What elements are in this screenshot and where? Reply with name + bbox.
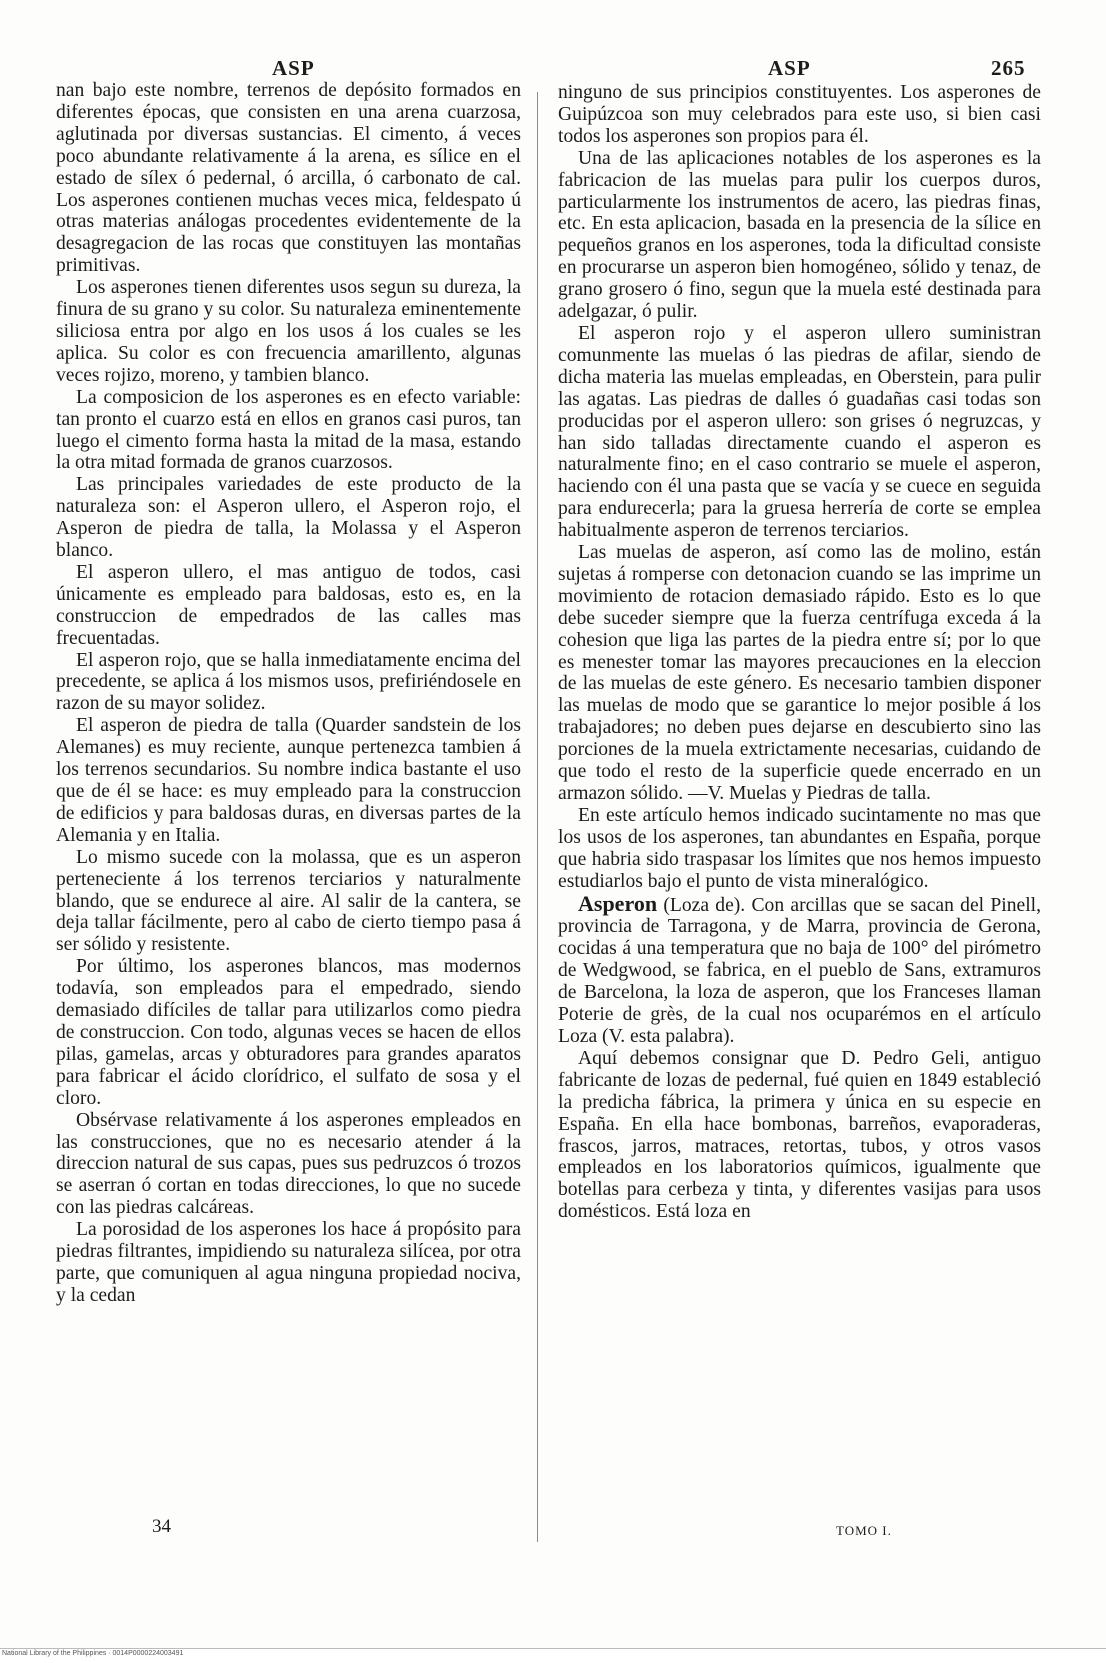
paragraph: Obsérvase relativamente á los asperones empleados en las construcciones, que no es necesario atender á la direccion natural de sus capas, pues sus pedruzcos ó trozos se aserran ó cortan en todas direcciones, lo que no sucede con las piedras calcáreas. — [56, 1109, 521, 1219]
volume-mark: TOMO I. — [836, 1523, 892, 1538]
paragraph: Los asperones tienen diferentes usos segun su dureza, la finura de su grano y su color. Su naturaleza eminentemente siliciosa entra por algo en los usos á los cuales se les aplica. Su color es con frecuencia amarillento, algunas veces rojizo, moreno, y tambien blanco. — [56, 277, 521, 386]
paragraph: El asperon rojo y el asperon ullero suministran comunmente las muelas ó las piedras de afilar, siendo de dicha materia las muelas empleadas, en Oberstein, para pulir las agatas. Las piedras de dalles ó guadañas casi todas son producidas por el asperon ullero: son grises ó negruzcas, y han sido talladas directamente cuando el asperon es naturalmente fino; en el caso contrario se muele el asperon, haciendo con él una pasta que se vacía y se cuece en seguida para endurecerla; para la gruesa herrería de corte se emplea habitualmente asperon de terrenos terciarios. — [558, 322, 1041, 542]
paragraph: Aquí debemos consignar que D. Pedro Geli, antiguo fabricante de lozas de pedernal, fué quien en 1849 estableció la predicha fábrica, la primera y única en su especie en España. En ella hace bombonas, barreños, evaporaderas, frascos, jarros, matraces, retortas, tubos, y otros vasos empleados en los laboratorios químicos, igualmente que botellas para cerbeza y tinta, y diferentes vasijas para usos domésticos. Está loza en — [558, 1047, 1041, 1223]
right-column — [558, 82, 1041, 1223]
paragraph: Una de las aplicaciones notables de los asperones es la fabricacion de las muelas para pulir los cuerpos duros, particularmente los instrumentos de acero, las piedras finas, etc. En esta aplicacion, basada en la presencia de la sílice en pequeños granos en los asperones, toda la dificultad consiste en procurarse un asperon bien homogéneo, sólido y tenaz, de grano grosero ó fino, segun que la muela esté destinada para adelgazar, ó pulir. — [558, 147, 1041, 323]
paragraph: Por último, los asperones blancos, mas modernos todavía, son empleados para el empedrado, siendo demasiado difíciles de tallar para utilizarlos como piedra de construccion. Con todo, algunas veces se hacen de ellos pilas, gamelas, arcas y obturadores para grandes aparatos para fabricar el ácido clorídrico, el sulfato de sosa y el cloro. — [56, 956, 521, 1109]
paragraph: Las muelas de asperon, así como las de molino, están sujetas á romperse con detonacion cuando se las imprime un movimiento de rotacion demasiado rápido. Esto es lo que debe suceder siempre que la fuerza centrífuga exceda á la cohesion que liga las partes de la piedra entre sí; por lo que es menester tomar las mayores precauciones en la eleccion de las muelas de este género. Es necesario tambien disponer las muelas de modo que se garantice lo mejor posible á los trabajadores; no deben pues dejarse en descubierto sino las porciones de la muela extrictamente necesarias, cuidando de que todo el resto de la superficie quede encerrado en un armazon sólido. —V. Muelas y Piedras de talla. — [558, 542, 1041, 804]
scan-credit: National Library of the Philippines · 0014P0000224003491 — [2, 1650, 184, 1657]
signature-mark: 34 — [152, 1516, 171, 1537]
paragraph: En este artículo hemos indicado sucintamente no mas que los usos de los asperones, tan abundantes en España, porque que habria sido traspasar los límites que nos hemos impuesto estudiarlos bajo el punto de vista mineralógico. — [558, 804, 1041, 892]
entry-paragraph — [558, 890, 1041, 1048]
paragraph: El asperon ullero, el mas antiguo de todos, casi únicamente es empleado para baldosas, esto es, en la construccion de empedrados de las calles mas frecuentadas. — [56, 561, 521, 649]
paragraph: ninguno de sus principios constituyentes. Los asperones de Guipúzcoa son muy celebrados para este uso, si bien casi todos los asperones son propios para él. — [558, 82, 1041, 147]
page-number: 265 — [991, 56, 1026, 80]
paragraph: La composicion de los asperones es en efecto variable: tan pronto el cuarzo está en ellos en granos casi puros, tan luego el cimento forma hasta la mitad de la masa, estando la otra mitad formada de granos cuarzosos. — [56, 386, 521, 474]
paragraph: El asperon rojo, que se halla inmediatamente encima del precedente, se aplica á los mismos usos, prefiriéndosele en razon de su mayor solidez. — [56, 649, 521, 715]
column-rule — [537, 92, 538, 1542]
paragraph: Las principales variedades de este producto de la naturaleza son: el Asperon ullero, el Asperon rojo, el Asperon de piedra de talla, la Molassa y el Asperon blanco. — [56, 474, 521, 562]
left-column — [56, 80, 521, 1307]
entry-heading: Asperon — [578, 890, 658, 916]
running-head-center: ASP — [768, 56, 811, 80]
paragraph: Lo mismo sucede con la molassa, que es un asperon perteneciente á los terrenos terciarios y naturalmente blando, que se endurece al aire. Al salir de la cantera, se deja tallar fácilmente, pero al cabo de cierto tiempo pasa á ser sólido y resistente. — [56, 846, 521, 956]
paragraph: La porosidad de los asperones los hace á propósito para piedras filtrantes, impidiendo su naturaleza silícea, por otra parte, que comuniquen al agua ninguna propiedad nociva, y la cedan — [56, 1219, 521, 1306]
paragraph: nan bajo este nombre, terrenos de depósito formados en diferentes épocas, que consisten en una arena cuarzosa, aglutinada por diversas sustancias. El cimento, á veces poco abundante relativamente á la arena, es sílice en el estado de sílex ó pedernal, ó arcilla, ó carbonato de cal. Los asperones contienen muchas veces mica, feldespato ú otras materias análogas procedentes evidentemente de la desagregacion de las rocas que constituyen las montañas primitivas. — [56, 80, 521, 277]
running-head-left: ASP — [272, 56, 315, 80]
paragraph: El asperon de piedra de talla (Quarder sandstein de los Alemanes) es muy reciente, aunque pertenezca tambien á los terrenos secundarios. Su nombre indica bastante el uso que de él se hace: es muy empleado para la construccion de edificios y para baldosas duras, en diversas partes de la Alemania y en Italia. — [56, 715, 521, 846]
entry-text: (Loza de). Con arcillas que se sacan del Pinell, provincia de Tarragona, y de Marra, provincia de Gerona, cocidas á una temperatura que no baja de 100° del pirómetro de Wedgwood, se fabrica, en el pueblo de Sans, extramuros de Barcelona, la loza de asperon, que los Franceses llaman Poterie de grès, de la cual nos ocuparémos en el artículo Loza (V. esta palabra). — [558, 894, 1041, 1047]
